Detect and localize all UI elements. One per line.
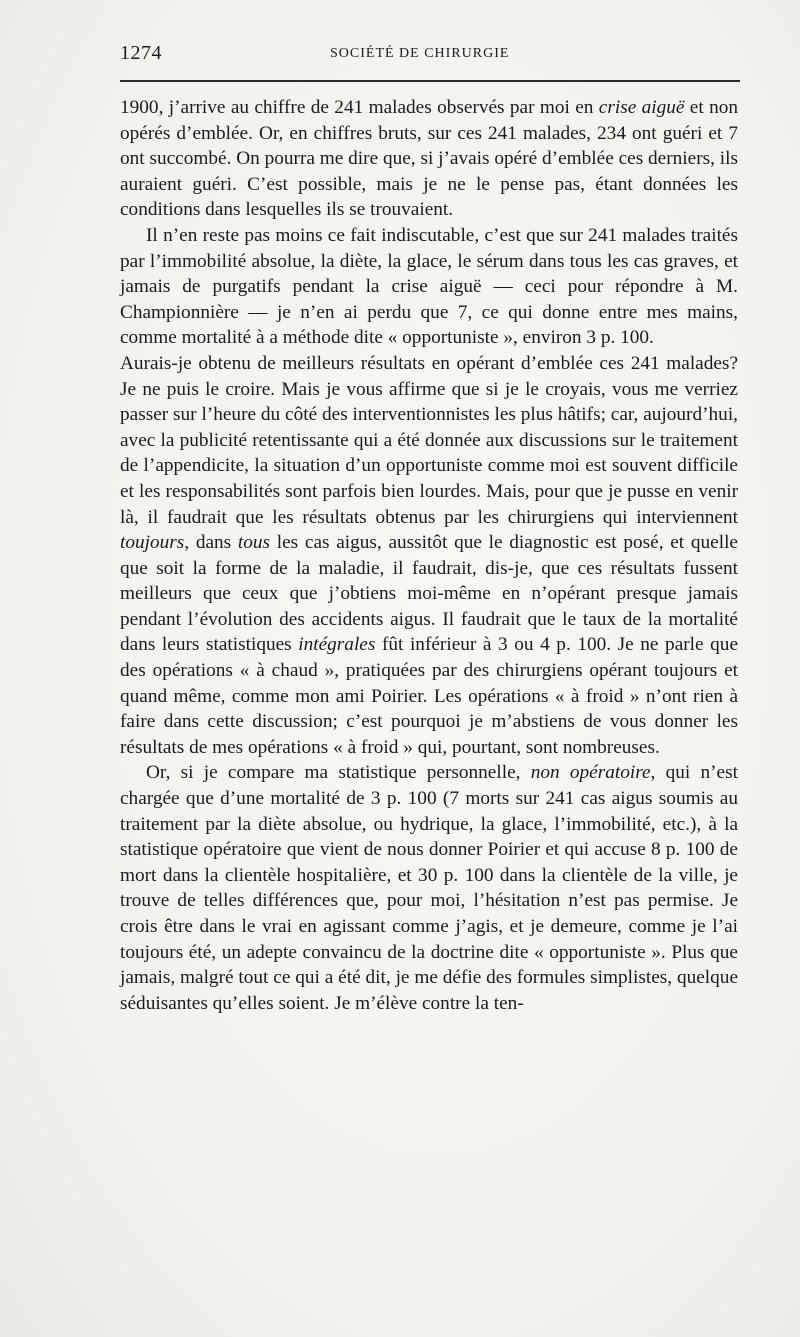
body-text [120,95,738,1016]
paragraph [120,351,738,761]
italic-text-run: toujours [120,532,185,554]
paragraph [120,223,738,351]
paragraph [120,95,738,223]
italic-text-run: tous [237,532,271,554]
italic-text-run: non opératoire [530,762,651,784]
text-run: Il n’en reste pas moins ce fait indiscutable, c’est que sur 241 malades traités par l’immobilité absolue, la diète, la glace, le sérum dans tous les cas graves, et jamais de purgatifs pendant la crise aiguë — ceci pour répondre à M. Championnière — je n’en ai perdu que 7, ce qui donne entre mes mains, comme mortalité à a méthode dite « opportuniste », environ 3 p. 100. [120,224,738,349]
paragraph [120,760,738,1016]
page-number: 1274 [120,42,162,64]
running-head: SOCIÉTÉ DE CHIRURGIE [330,46,510,61]
text-run: et non opérés d’emblée. Or, en chiffres bruts, sur ces 241 malades, 234 ont guéri et 7 ont succombé. On pourra me dire que, si j’avais opéré d’emblée ces derniers, ils auraient guéri. C’est possible, mais je ne le pense pas, étant données les conditions dans lesquelles ils se trouvaient. [120,97,738,221]
text-run: , dans [184,532,238,554]
text-run: , qui n’est chargée que d’une mortalité de 3 p. 100 (7 morts sur 241 cas aigus soumis au traitement par la diète absolue, ou hydrique, la glace, l’immobilité, etc.), à la statistique opératoire que vient de nous donner Poirier et qui accuse 8 p. 100 de mort dans la clientèle hospitalière, et 30 p. 100 dans la clientèle de la ville, je trouve de telles différences que, pour moi, l’hésitation n’est pas permise. Je crois être dans le vrai en agissant comme j’agis, et je demeure, comme je l’ai toujours été, un adepte convaincu de la doctrine dite « opportuniste ». Plus que jamais, malgré tout ce qui a été dit, je me défie des formules simplistes, quelque séduisantes qu’elles soient. Je m’élève contre la ten- [120,762,738,1014]
page-header [120,40,740,70]
italic-text-run: intégrales [298,634,376,656]
header-rule [120,80,740,82]
text-run: les cas aigus, aussitôt que le diagnostic est posé, et quelle que soit la forme de la maladie, il faudrait, dis-je, que ces résultats fussent meilleurs que ceux que j’obtiens moi-même en n’opérant presque jamais pendant l’évolution des accidents aigus. Il faudrait que le taux de la mortalité dans leurs statistiques [120,532,738,656]
italic-text-run: crise aiguë [598,97,685,118]
text-run: Aurais-je obtenu de meilleurs résultats en opérant d’emblée ces 241 malades? Je ne puis le croire. Mais je vous affirme que si je le croyais, vous me verriez passer sur l’heure du côté des interventionnistes les plus hâtifs; car, aujourd’hui, avec la publicité retentissante qui a été donnée aux discussions sur le traitement de l’appendicite, la situation d’un opportuniste comme moi est souvent difficile et les responsabilités sont parfois bien lourdes. Mais, pour que je pusse en venir là, il faudrait que les résultats obtenus par les chirurgiens qui interviennent [120,352,738,528]
text-run: fût inférieur à 3 ou 4 p. 100. Je ne parle que des opérations « à chaud », pratiquées par des chirurgiens opérant toujours et quand même, comme mon ami Poirier. Les opérations « à froid » n’ont rien à faire dans cette discussion; c’est pourquoi je m’abstiens de vous donner les résultats de mes opérations « à froid » qui, pourtant, sont nombreuses. [120,634,739,758]
text-run: Or, si je compare ma statistique personnelle, [146,762,531,784]
text-run: 1900, j’arrive au chiffre de 241 malades observés par moi en [120,97,599,118]
